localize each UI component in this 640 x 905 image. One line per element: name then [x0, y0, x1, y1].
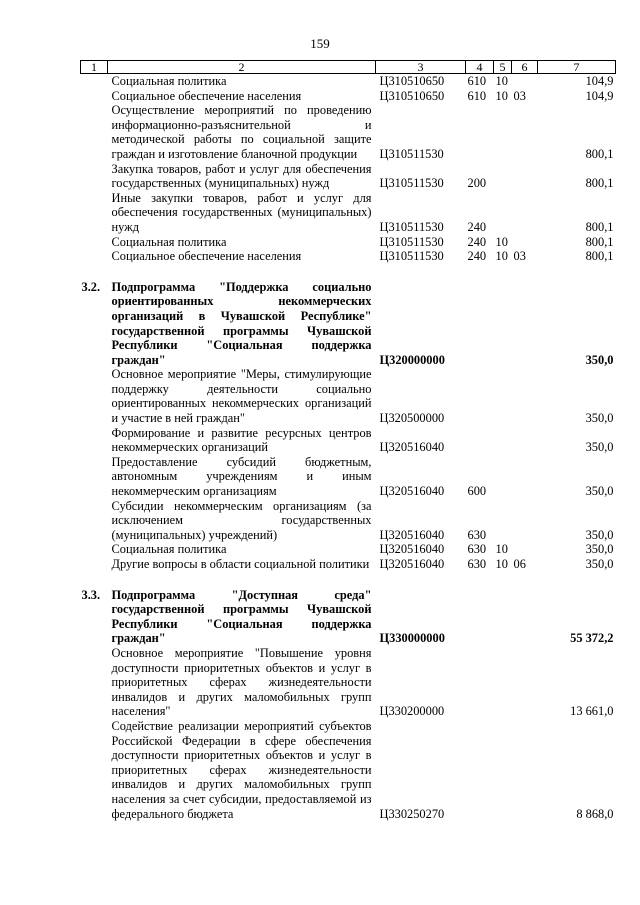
subsection-code: 03: [513, 88, 526, 103]
expense-type: 630: [467, 557, 487, 571]
page-number: 159: [310, 36, 330, 51]
table-row: [81, 455, 616, 499]
section-code: 10: [495, 542, 508, 557]
column-number: 5: [494, 61, 512, 74]
table-row: [81, 646, 616, 719]
item-name: Социальная политика: [111, 542, 227, 557]
table-row: [81, 367, 616, 425]
amount: 800,1: [585, 219, 614, 234]
section-number: 3.2.: [81, 279, 101, 294]
target-code: Ц320516040: [379, 542, 445, 557]
amount: 55 372,2: [570, 631, 614, 646]
item-name: Формирование и развитие ресурсных центров некоммерческих организаций: [111, 425, 372, 455]
table-row: [81, 191, 616, 235]
expense-type: [466, 719, 494, 821]
section-code: [494, 426, 512, 455]
section-number: [81, 557, 108, 572]
item-name: Основное мероприятие "Повышение уровня доступности приоритетных объектов и услуг в приоритетных сферах жизнедеятельности инвалидов и других маломобильных групп населения": [111, 645, 372, 719]
expense-type: 200: [467, 176, 487, 191]
subsection-code: [512, 235, 538, 250]
target-code: Ц330200000: [379, 704, 445, 719]
section-code: 10: [495, 557, 508, 571]
section-number: [81, 74, 108, 89]
section-code: [494, 455, 512, 499]
item-name: Социальное обеспечение населения: [111, 88, 302, 103]
subprogram-row: [81, 588, 616, 646]
target-code: Ц320516040: [379, 484, 445, 499]
item-name: Содействие реализации мероприятий субъектов Российской Федерации в сфере обеспечения доступности приоритетных объектов и услуг в приоритетных сферах жизнедеятельности инвалидов и других маломобильных групп населения за счет субсидии, предоставляемой из федерального бюджета: [111, 718, 372, 821]
spacer: [81, 572, 616, 588]
expense-type: 240: [467, 249, 487, 264]
item-name: Социальное обеспечение населения: [111, 249, 302, 264]
subsection-code: [512, 162, 538, 191]
table-row: [81, 719, 616, 821]
expense-type: [466, 588, 494, 646]
expense-type: [466, 646, 494, 719]
section-code: [494, 719, 512, 821]
item-name: Социальная политика: [111, 234, 227, 249]
subsection-code: [512, 719, 538, 821]
target-code: Ц320516040: [379, 557, 445, 571]
section-number: [81, 191, 108, 235]
subsection-code: 03: [513, 249, 526, 264]
table-row: [81, 103, 616, 161]
subsection-code: [512, 74, 538, 89]
target-code: Ц320500000: [379, 411, 445, 426]
amount: 800,1: [585, 176, 614, 191]
section-code: [494, 191, 512, 235]
target-code: Ц320516040: [379, 440, 445, 455]
amount: 350,0: [585, 557, 614, 571]
amount: 350,0: [585, 527, 614, 542]
amount: 104,9: [585, 74, 614, 88]
table-row: [81, 557, 616, 572]
section-number: [81, 89, 108, 104]
subsection-code: [512, 103, 538, 161]
expense-type: 240: [467, 234, 487, 249]
expense-type: [466, 426, 494, 455]
target-code: Ц310511530: [379, 234, 444, 249]
section-number: [81, 103, 108, 161]
section-number: [81, 367, 108, 425]
table-row: [81, 235, 616, 250]
item-name: Подпрограмма "Поддержка социально ориентированных некоммерческих организаций в Чувашской Республике" государственной программы Чувашской Республики "Социальная поддержка граждан": [111, 279, 372, 367]
target-code: Ц310510650: [379, 74, 445, 88]
section-number: 3.3.: [81, 587, 101, 602]
target-code: Ц310511530: [379, 176, 444, 191]
expense-type: 630: [467, 527, 487, 542]
section-number: [81, 542, 108, 557]
expense-type: 610: [467, 88, 487, 103]
section-code: [494, 646, 512, 719]
section-code: [494, 162, 512, 191]
item-name: Осуществление мероприятий по проведению информационно-разъяснительной и методической работы по социальной защите граждан и изготовление бланочной продукции: [111, 103, 372, 161]
spacer-row: [81, 264, 616, 280]
section-number: [81, 426, 108, 455]
column-number: 6: [512, 61, 538, 74]
target-code: Ц330000000: [379, 631, 445, 646]
subsection-code: [512, 646, 538, 719]
target-code: Ц310511530: [379, 249, 444, 264]
amount: 350,0: [585, 484, 614, 499]
column-number: 2: [108, 61, 376, 74]
amount: 800,1: [585, 234, 614, 249]
subsection-code: [512, 455, 538, 499]
amount: 8 868,0: [576, 806, 614, 821]
table-row: [81, 542, 616, 557]
section-number: [81, 719, 108, 821]
item-name: Социальная политика: [111, 74, 227, 88]
amount: 350,0: [585, 440, 614, 455]
table-row: [81, 89, 616, 104]
section-code: [494, 588, 512, 646]
amount: 13 661,0: [570, 704, 614, 719]
section-number: [81, 162, 108, 191]
subsection-code: [512, 280, 538, 368]
column-number: 3: [376, 61, 466, 74]
item-name: Закупка товаров, работ и услуг для обеспечения государственных (муниципальных) нужд: [111, 161, 372, 191]
section-code: 10: [495, 234, 508, 249]
target-code: Ц310511530: [379, 146, 444, 161]
table-row: [81, 499, 616, 543]
spacer-row: [81, 572, 616, 588]
section-code: [494, 103, 512, 161]
subsection-code: [512, 588, 538, 646]
expense-type: 600: [467, 484, 487, 499]
expense-type: [466, 280, 494, 368]
amount: 350,0: [585, 352, 614, 367]
section-code: 10: [495, 88, 508, 103]
table-row: [81, 249, 616, 264]
table-row: [81, 162, 616, 191]
section-number: [81, 499, 108, 543]
amount: 800,1: [585, 249, 614, 264]
section-number: [81, 235, 108, 250]
item-name: Основное мероприятие "Меры, стимулирующие поддержку деятельности социально ориентированных некоммерческих организаций и участие в ней граждан": [111, 367, 372, 426]
item-name: Иные закупки товаров, работ и услуг для обеспечения государственных (муниципальных) нужд: [111, 190, 372, 234]
subprogram-row: [81, 280, 616, 368]
target-code: Ц310510650: [379, 88, 445, 103]
amount: 350,0: [585, 411, 614, 426]
subsection-code: [512, 426, 538, 455]
table-row: [81, 74, 616, 89]
item-name: Подпрограмма "Доступная среда" государственной программы Чувашской Республики "Социальная поддержка граждан": [111, 587, 372, 646]
section-code: [494, 280, 512, 368]
column-number-row: [81, 61, 616, 74]
expense-type: [466, 367, 494, 425]
table-row: [81, 426, 616, 455]
column-number: 4: [466, 61, 494, 74]
section-code: [494, 499, 512, 543]
subsection-code: [512, 499, 538, 543]
subsection-code: [512, 367, 538, 425]
target-code: Ц320516040: [379, 527, 445, 542]
section-code: [494, 367, 512, 425]
section-number: [81, 455, 108, 499]
column-number: 1: [81, 61, 108, 74]
item-name: Предоставление субсидий бюджетным, автономным учреждениям и иным некоммерческим организациям: [111, 454, 372, 499]
amount: 104,9: [585, 88, 614, 103]
section-code: 10: [495, 249, 508, 264]
expense-type: [466, 103, 494, 161]
column-number: 7: [538, 61, 616, 74]
item-name: Субсидии некоммерческим организациям (за исключением государственных (муниципальных) учреждений): [111, 498, 372, 542]
amount: 800,1: [585, 146, 614, 161]
amount: 350,0: [585, 542, 614, 557]
section-number: [81, 646, 108, 719]
item-name: Другие вопросы в области социальной политики: [111, 557, 370, 571]
section-number: [81, 249, 108, 264]
expense-type: 610: [467, 74, 487, 88]
budget-table: [80, 60, 616, 821]
section-code: 10: [495, 74, 508, 88]
target-code: Ц330250270: [379, 806, 445, 821]
target-code: Ц310511530: [379, 219, 444, 234]
expense-type: 240: [467, 219, 487, 234]
subsection-code: [512, 191, 538, 235]
subsection-code: 06: [513, 557, 526, 571]
expense-type: 630: [467, 542, 487, 557]
spacer: [81, 264, 616, 280]
subsection-code: [512, 542, 538, 557]
target-code: Ц320000000: [379, 352, 445, 367]
